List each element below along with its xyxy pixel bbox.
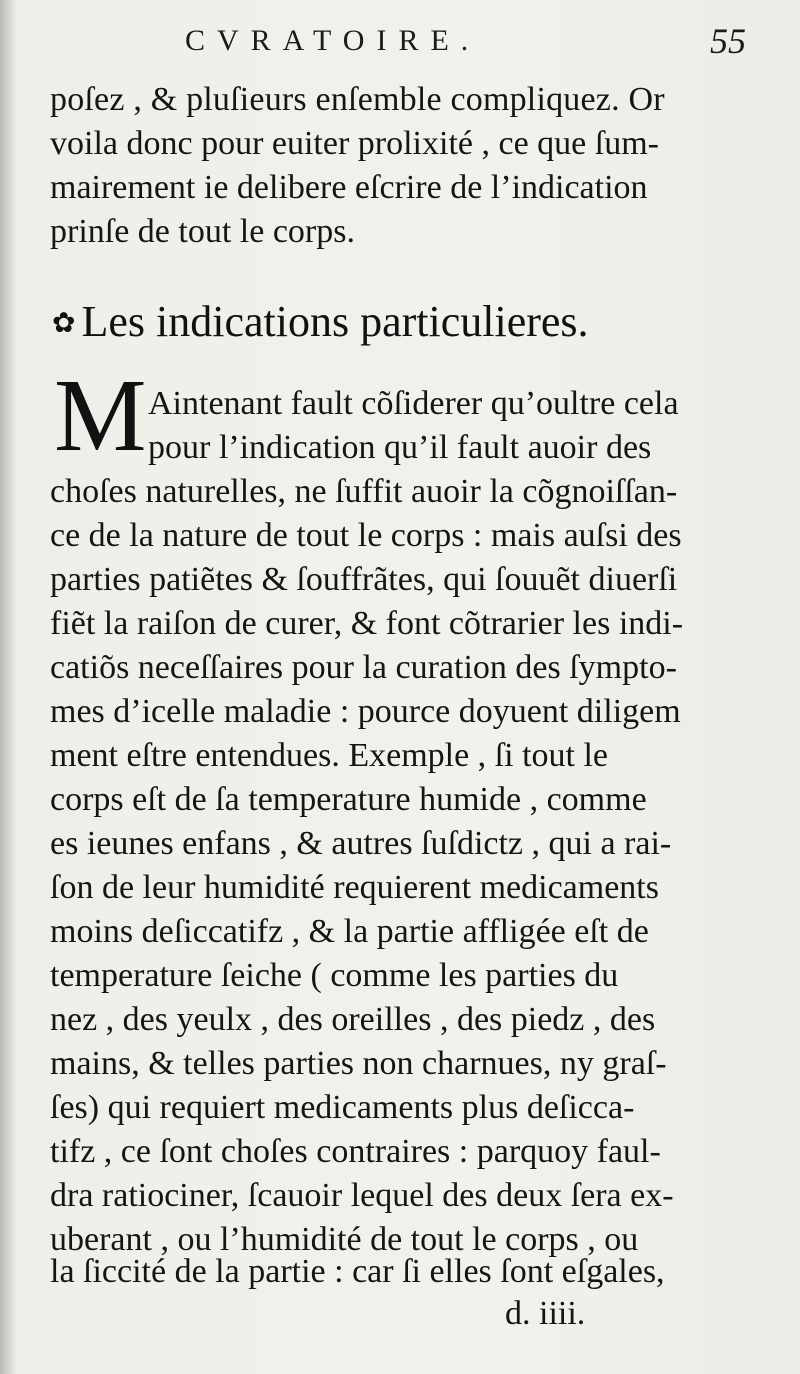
body-line: ment eſtre entendues. Exemple , ſi tout le <box>50 737 608 774</box>
intro-line: voila donc pour euiter prolixité , ce que ſum- <box>50 125 659 162</box>
page-number: 55 <box>710 21 746 61</box>
intro-line: poſez , & pluſieurs enſemble compliquez. Or <box>50 81 665 118</box>
body-line: temperature ſeiche ( comme les parties du <box>50 957 619 994</box>
page-header <box>0 18 800 68</box>
section-heading-text: Les indications particulieres. <box>81 297 589 346</box>
page-binding-shadow <box>0 0 14 1374</box>
body-line: dra ratiociner, ſcauoir lequel des deux ſera ex- <box>50 1177 674 1214</box>
body-line: es ieunes enfans , & autres ſuſdictz , qui a rai- <box>50 825 672 862</box>
body-line: uberant , ou l’humidité de tout le corps , ou <box>50 1221 639 1258</box>
body-line: tifz , ce ſont choſes contraires : parquoy faul- <box>50 1133 661 1170</box>
body-line: ce de la nature de tout le corps : mais auſsi des <box>50 517 682 554</box>
running-title: CVRATOIRE. <box>185 24 481 57</box>
drop-capital: M <box>54 358 147 473</box>
body-line: ſes) qui requiert medicaments plus deſicca- <box>50 1089 635 1126</box>
body-line: Aintenant fault cõſiderer qu’oultre cela <box>148 385 679 422</box>
section-heading <box>52 296 752 347</box>
fleuron-ornament-icon: ✿ <box>52 308 76 339</box>
signature-mark: d. iiii. <box>505 1295 586 1332</box>
body-line: corps eſt de ſa temperature humide , comme <box>50 781 647 818</box>
body-line: parties patiẽtes & ſouffrãtes, qui ſouuẽt diuerſi <box>50 561 678 598</box>
body-line: catiõs neceſſaires pour la curation des ſympto- <box>50 649 677 686</box>
body-line: fiẽt la raiſon de curer, & font cõtrarier les indi- <box>50 605 684 642</box>
body-line: choſes naturelles, ne ſuffit auoir la cõgnoiſſan- <box>50 473 678 510</box>
intro-line: mairement ie delibere eſcrire de l’indication <box>50 169 648 206</box>
body-line: pour l’indication qu’il fault auoir des <box>148 429 652 466</box>
intro-line: prinſe de tout le corps. <box>50 213 355 250</box>
body-line: mains, & telles parties non charnues, ny graſ- <box>50 1045 667 1082</box>
body-line: ſon de leur humidité requierent medicaments <box>50 869 659 906</box>
body-line: moins deſiccatifz , & la partie affligée eſt de <box>50 913 649 950</box>
body-line: nez , des yeulx , des oreilles , des piedz , des <box>50 1001 656 1038</box>
body-line: mes d’icelle maladie : pource doyuent diligem <box>50 693 681 730</box>
body-line: la ſiccité de la partie : car ſi elles ſont eſgales, <box>50 1253 665 1290</box>
